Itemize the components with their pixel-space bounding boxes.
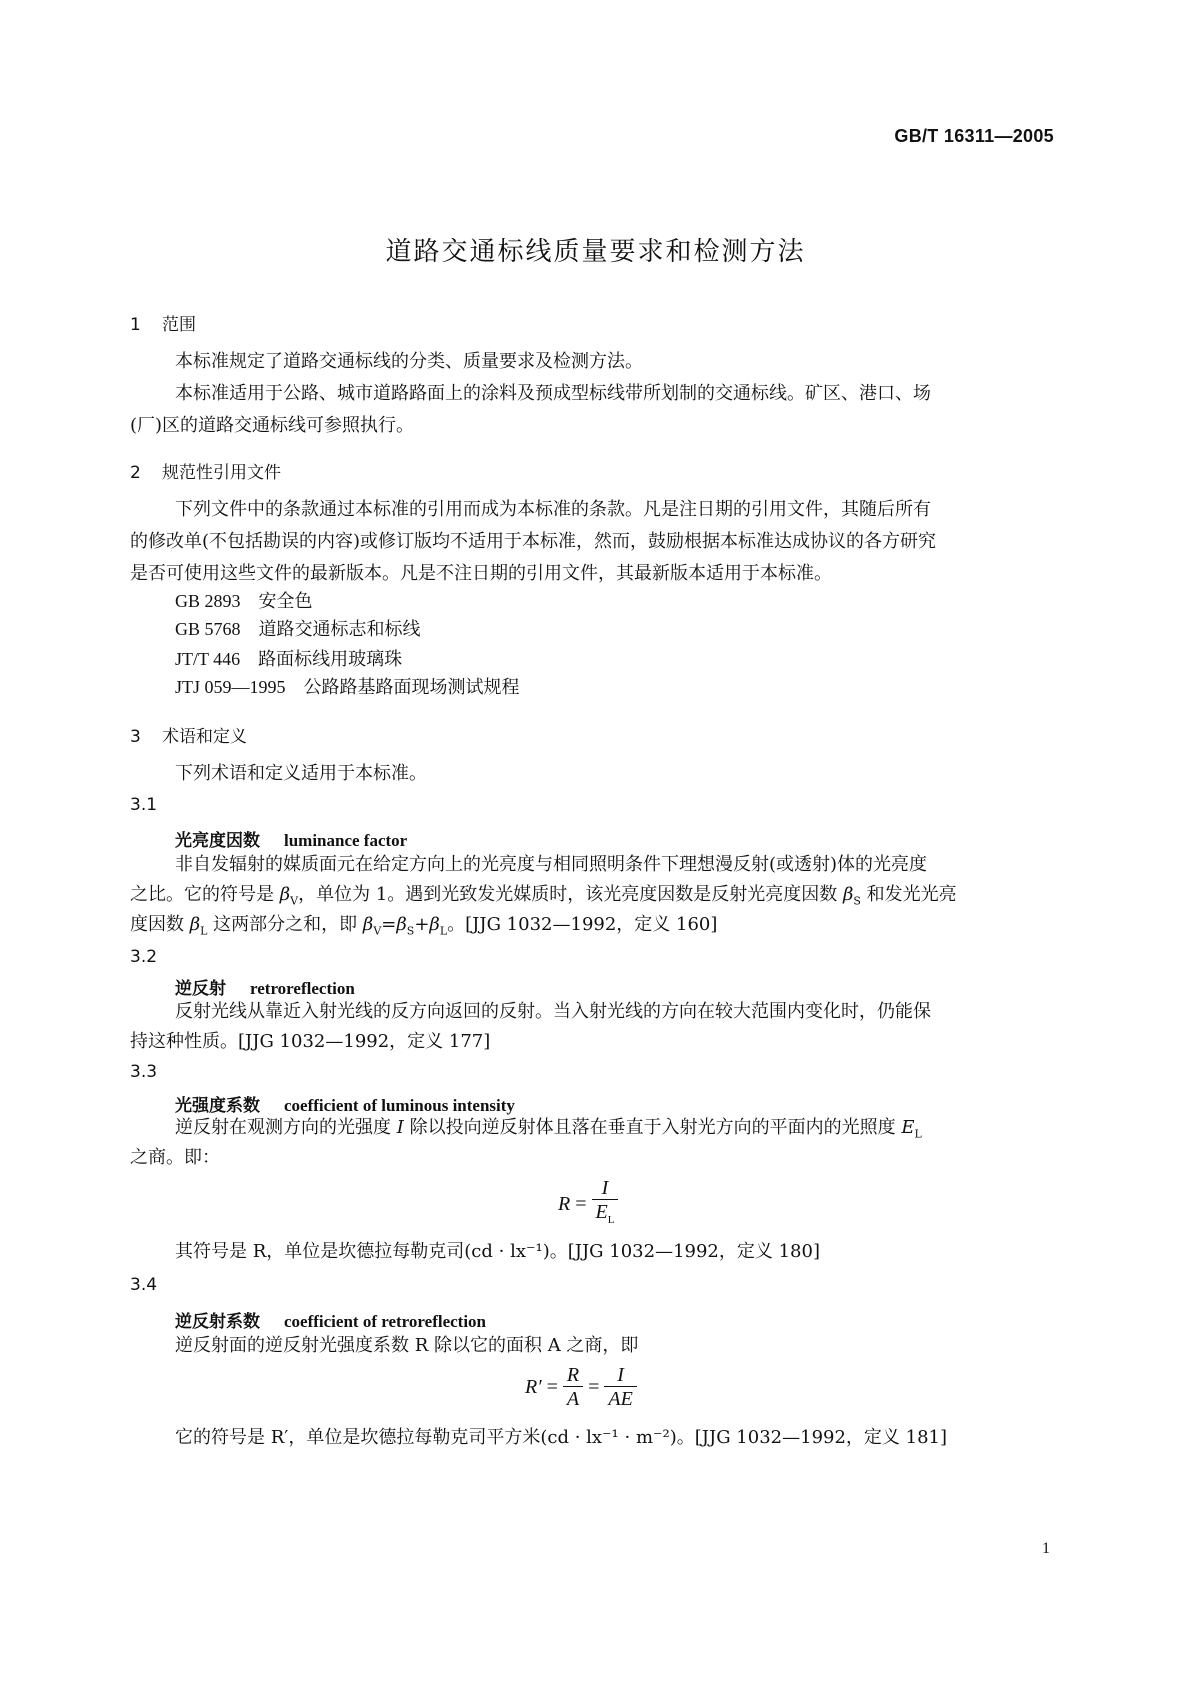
section-1-para-1: 本标准规定了道路交通标线的分类、质量要求及检测方法。 xyxy=(175,351,643,372)
section-3-heading xyxy=(130,722,247,747)
clause-3-1-line-3: 度因数 $\beta_L$ 这两部分之和，即 $\beta_V=\beta_S+\beta_L$。[JJG 1032—1992，定义 160] xyxy=(130,914,718,938)
clause-3-4-line-1: 逆反射面的逆反射光强度系数 R 除以它的面积 A 之商，即 xyxy=(175,1335,639,1356)
clause-3-2-line-2: 持这种性质。[JJG 1032—1992，定义 177] xyxy=(130,1031,491,1052)
term-zh: 光亮度因数 xyxy=(175,831,260,851)
section-number: 2 xyxy=(130,463,141,483)
clause-3-3-after: 其符号是 R，单位是坎德拉每勒克司(cd · lx⁻¹)。[JJG 1032—1992，定义 180] xyxy=(175,1241,820,1262)
reference-name: 公路路基路面现场测试规程 xyxy=(303,677,520,698)
text-run: 除以投向逆反射体且落在垂直于入射光方向的平面内的光照度 xyxy=(403,1117,902,1138)
reference-code: GB 5768 xyxy=(175,619,241,639)
page-number: 1 xyxy=(1042,1540,1050,1557)
section-title: 规范性引用文件 xyxy=(162,463,281,483)
term-en: retroreflection xyxy=(250,979,355,998)
term-zh: 逆反射系数 xyxy=(175,1312,260,1332)
reference-name: 路面标线用玻璃珠 xyxy=(258,649,403,670)
term-en: luminance factor xyxy=(284,831,408,850)
reference-item xyxy=(175,613,421,646)
term-zh: 逆反射 xyxy=(175,979,226,999)
clause-3-4-number: 3.4 xyxy=(130,1275,158,1295)
reference-code: JT/T 446 xyxy=(175,649,241,669)
section-number: 1 xyxy=(130,315,141,335)
clause-3-2-number: 3.2 xyxy=(130,947,158,967)
clause-3-4-after: 它的符号是 R′，单位是坎德拉每勒克司平方米(cd · lx⁻¹ · m⁻²)。[JJG 1032—1992，定义 181] xyxy=(175,1427,948,1448)
text-run: ，单位为 1。遇到光致发光媒质时，该光亮度因数是反射光亮度因数 xyxy=(298,884,843,905)
section-2-line-1: 下列文件中的条款通过本标准的引用而成为本标准的条款。凡是注日期的引用文件，其随后所有 xyxy=(175,499,931,520)
reference-name: 安全色 xyxy=(258,591,313,612)
text-run: 。[JJG 1032—1992，定义 160] xyxy=(447,914,718,935)
section-2-line-3: 是否可使用这些文件的最新版本。凡是不注日期的引用文件，其最新版本适用于本标准。 xyxy=(130,563,832,584)
reference-code: GB 2893 xyxy=(175,591,241,611)
standard-number: GB/T 16311—2005 xyxy=(894,126,1054,146)
clause-3-2-line-1: 反射光线从靠近入射光线的反方向返回的反射。当入射光线的方向在较大范围内变化时，仍能保 xyxy=(175,1001,931,1022)
section-1-heading xyxy=(130,310,196,335)
clause-3-3-line-1: 逆反射在观测方向的光强度 I 除以投向逆反射体且落在垂直于入射光方向的平面内的光照度 $E_L$ xyxy=(175,1117,922,1141)
clause-3-3-number: 3.3 xyxy=(130,1062,158,1082)
text-run: 逆反射在观测方向的光强度 xyxy=(175,1117,397,1138)
section-3-intro: 下列术语和定义适用于本标准。 xyxy=(175,763,427,784)
section-title: 术语和定义 xyxy=(162,727,247,747)
section-1-para-2-line-1: 本标准适用于公路、城市道路路面上的涂料及预成型标线带所划制的交通标线。矿区、港口、场 xyxy=(175,383,931,404)
text-run: 和发光光亮 xyxy=(860,884,957,905)
clause-3-1-line-1: 非自发辐射的媒质面元在给定方向上的光亮度与相同照明条件下理想漫反射(或透射)体的光亮度 xyxy=(175,854,928,875)
reference-name: 道路交通标志和标线 xyxy=(258,619,421,640)
clause-3-1-line-2: 之比。它的符号是 $\beta_V$，单位为 1。遇到光致发光媒质时，该光亮度因数是反射光亮度因数 $\beta_S$ 和发光光亮 xyxy=(130,884,957,908)
section-2-heading xyxy=(130,458,281,483)
formula-r-equals-i-over-el: R = $\frac{I}{E_L}$ xyxy=(558,1177,618,1232)
text-run: 这两部分之和，即 xyxy=(207,914,363,935)
text-run: 之比。它的符号是 xyxy=(130,884,280,905)
section-number: 3 xyxy=(130,727,141,747)
term-zh: 光强度系数 xyxy=(175,1096,260,1116)
clause-3-1-number: 3.1 xyxy=(130,795,158,815)
term-en: coefficient of luminous intensity xyxy=(284,1096,515,1115)
term-en: coefficient of retroreflection xyxy=(284,1312,487,1331)
text-run: 度因数 xyxy=(130,914,190,935)
term-3-1 xyxy=(175,826,407,851)
formula-r-prime: R′ = $\frac{R}{A}$ = $\frac{I}{AE}$ xyxy=(525,1364,637,1411)
clause-3-3-line-2: 之商。即： xyxy=(130,1147,220,1168)
term-3-4 xyxy=(175,1307,486,1332)
section-title: 范围 xyxy=(162,315,196,335)
reference-item xyxy=(175,671,520,704)
document-title: 道路交通标线质量要求和检测方法 xyxy=(385,237,806,267)
reference-code: JTJ 059—1995 xyxy=(175,677,286,697)
section-2-line-2: 的修改单(不包括勘误的内容)或修订版均不适用于本标准，然而，鼓励根据本标准达成协议的各方研究 xyxy=(130,531,937,552)
section-1-para-2-line-2: (厂)区的道路交通标线可参照执行。 xyxy=(130,415,415,436)
